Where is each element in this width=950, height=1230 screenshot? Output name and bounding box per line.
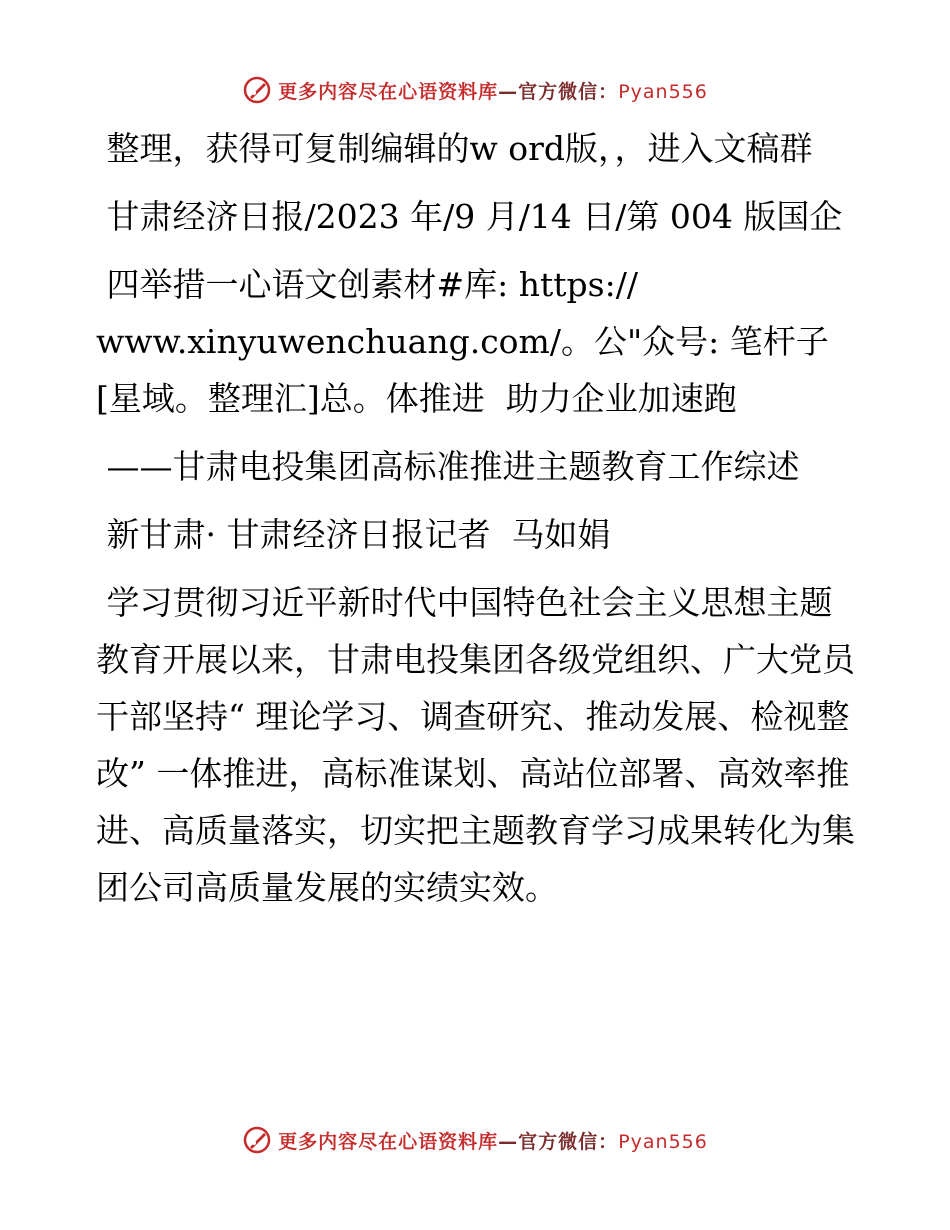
quill-seal-icon <box>242 1125 272 1155</box>
watermark-separator: —官方微信： <box>498 80 619 103</box>
body-paragraph: 学习贯彻习近平新时代中国特色社会主义思想主题教育开展以来，甘肃电投集团各级党组织、广大党员干部坚持“ 理论学习、调查研究、推动发展、检视整改” 一体推进，高标准谋划、高站位部署、高效率推进、高质量落实，切实把主题教育学习成果转化为集团公司高质量发展的实绩实效。 <box>96 583 855 907</box>
article-subtitle: ——甘肃电投集团高标准推进主题教育工作综述 <box>96 447 800 486</box>
intro-line: 整理，获得可复制编辑的w ord版，，进入文稿群 <box>96 129 813 168</box>
quill-seal-icon <box>242 75 272 105</box>
watermark-text <box>278 1127 708 1154</box>
source-line: 甘肃经济日报/2023 年/9 月/14 日/第 004 版国企 <box>96 197 843 236</box>
header-watermark <box>0 70 950 110</box>
watermark-separator: —官方微信： <box>498 1130 619 1153</box>
byline: 新甘肃· 甘肃经济日报记者 马如娟 <box>96 515 611 554</box>
watermark-main: 更多内容尽在心语资料库 <box>278 80 499 103</box>
watermark-main: 更多内容尽在心语资料库 <box>278 1130 499 1153</box>
watermark-id: Pyan556 <box>618 80 708 103</box>
footer-watermark <box>0 1120 950 1160</box>
document-body <box>96 120 856 927</box>
article-title: 四举措一心语文创素材#库: https:// www.xinyuwenchuang.com/。公"众号: 笔杆子[星域。整理汇]总。体推进 助力企业加速跑 <box>96 265 829 418</box>
watermark-text <box>278 77 708 104</box>
watermark-id: Pyan556 <box>618 1130 708 1153</box>
